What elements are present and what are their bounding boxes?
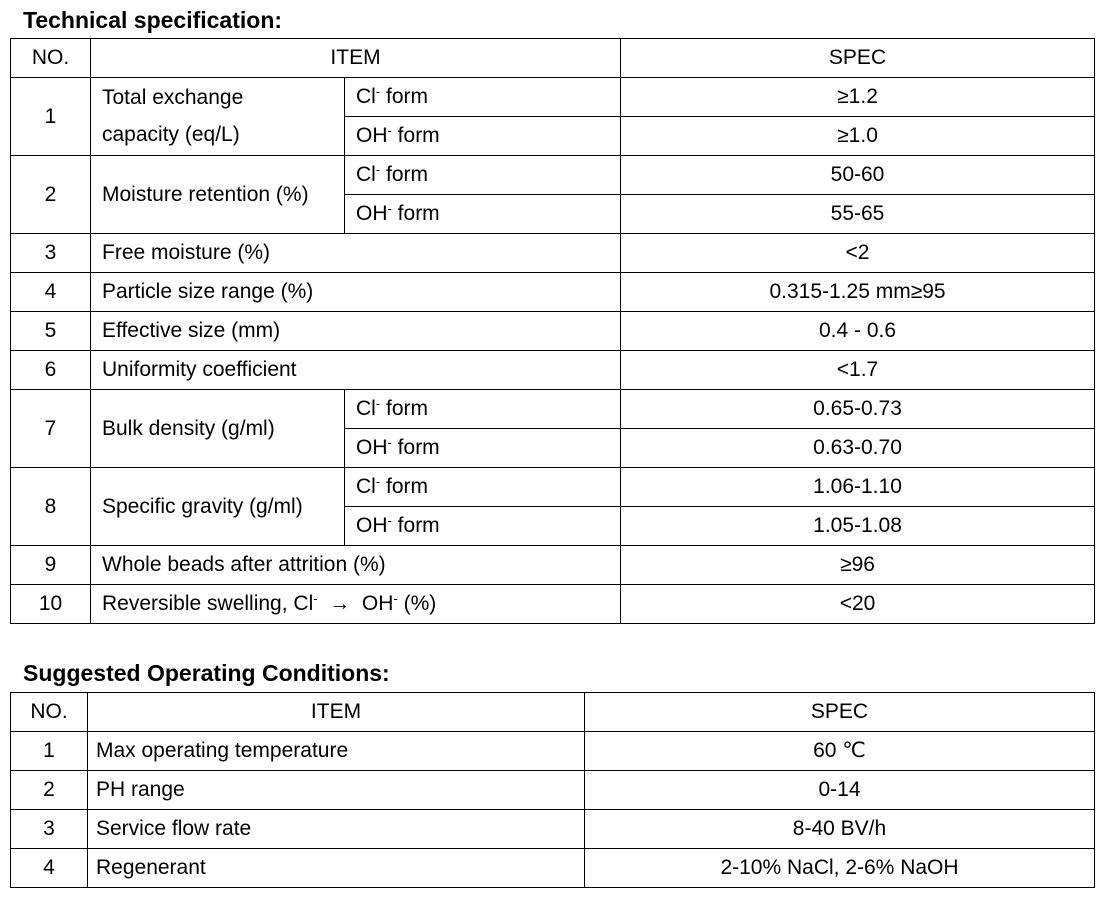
- ion: OH: [356, 124, 388, 148]
- header-item: ITEM: [88, 693, 585, 732]
- charge: -: [375, 396, 381, 412]
- row-item: Free moisture (%): [91, 234, 621, 273]
- row-spec: 1.06-1.10: [621, 468, 1095, 507]
- row-spec: ≥1.0: [621, 117, 1095, 156]
- row-item: Effective size (mm): [91, 312, 621, 351]
- form-label: form: [380, 397, 429, 421]
- ion: Cl: [356, 397, 376, 421]
- header-spec: SPEC: [621, 39, 1095, 78]
- table-row: [11, 468, 1095, 507]
- row-form: [345, 468, 621, 507]
- row-item: Uniformity coefficient: [91, 351, 621, 390]
- item-text: (%): [397, 592, 437, 616]
- form-label: form: [391, 514, 440, 538]
- row-item: Specific gravity (g/ml): [91, 468, 345, 546]
- ion: Cl: [356, 475, 376, 499]
- ion: OH: [356, 202, 388, 226]
- row-no: 1: [11, 78, 91, 156]
- charge: -: [375, 84, 381, 100]
- arrow-text: → OH: [317, 592, 394, 616]
- row-no: 2: [11, 156, 91, 234]
- row-spec: <2: [621, 234, 1095, 273]
- tech-spec-heading: Technical specification:: [23, 7, 283, 33]
- charge: -: [375, 162, 381, 178]
- row-spec: 0.315-1.25 mm≥95: [621, 273, 1095, 312]
- row-item: [91, 78, 345, 156]
- table-row: [11, 156, 1095, 195]
- row-item: Max operating temperature: [88, 732, 585, 771]
- form-label: form: [380, 85, 429, 109]
- operating-conditions-table: [10, 692, 1095, 888]
- row-spec: 2-10% NaCl, 2-6% NaOH: [585, 849, 1095, 888]
- table-row: [11, 546, 1095, 585]
- row-spec: ≥1.2: [621, 78, 1095, 117]
- form-label: form: [391, 202, 440, 226]
- header-no: NO.: [11, 693, 88, 732]
- row-spec: 1.05-1.08: [621, 507, 1095, 546]
- row-item: Service flow rate: [88, 810, 585, 849]
- header-no: NO.: [11, 39, 91, 78]
- row-spec: 50-60: [621, 156, 1095, 195]
- row-spec: 0-14: [585, 771, 1095, 810]
- charge: -: [387, 123, 392, 139]
- ion: OH: [356, 436, 388, 460]
- table-row: [11, 585, 1095, 624]
- table-row: [11, 771, 1095, 810]
- header-spec: SPEC: [585, 693, 1095, 732]
- header-item: ITEM: [91, 39, 621, 78]
- table-row: [11, 810, 1095, 849]
- row-spec: <1.7: [621, 351, 1095, 390]
- row-spec: ≥96: [621, 546, 1095, 585]
- row-item: PH range: [88, 771, 585, 810]
- row-spec: 0.65-0.73: [621, 390, 1095, 429]
- row-form: [345, 78, 621, 117]
- table-row: [11, 732, 1095, 771]
- table-row: [11, 312, 1095, 351]
- row-no: 3: [11, 234, 91, 273]
- row-item: Particle size range (%): [91, 273, 621, 312]
- form-label: form: [380, 475, 429, 499]
- table-row: [11, 234, 1095, 273]
- row-spec: 55-65: [621, 195, 1095, 234]
- row-spec: 0.63-0.70: [621, 429, 1095, 468]
- form-label: form: [380, 163, 429, 187]
- table-row: [11, 390, 1095, 429]
- table-header-row: [11, 39, 1095, 78]
- ion: Cl: [356, 163, 376, 187]
- form-label: form: [391, 124, 440, 148]
- row-no: 4: [11, 273, 91, 312]
- row-form: [345, 195, 621, 234]
- form-label: form: [391, 436, 440, 460]
- row-no: 8: [11, 468, 91, 546]
- row-item: Regenerant: [88, 849, 585, 888]
- row-form: [345, 507, 621, 546]
- charge: -: [387, 201, 392, 217]
- row-spec: 60 ℃: [585, 732, 1095, 771]
- row-item: [91, 585, 621, 624]
- item-line: Total exchange: [102, 85, 244, 109]
- ion: OH: [356, 514, 388, 538]
- operating-conditions-heading: Suggested Operating Conditions:: [23, 660, 390, 686]
- row-no: 9: [11, 546, 91, 585]
- row-item: Bulk density (g/ml): [91, 390, 345, 468]
- row-no: 5: [11, 312, 91, 351]
- row-no: 3: [11, 810, 88, 849]
- row-form: [345, 390, 621, 429]
- row-form: [345, 156, 621, 195]
- charge: -: [313, 591, 318, 607]
- ion: Cl: [356, 85, 376, 109]
- row-item: Whole beads after attrition (%): [91, 546, 621, 585]
- table-row: [11, 78, 1095, 117]
- table-header-row: [11, 693, 1095, 732]
- table-row: [11, 351, 1095, 390]
- row-spec: <20: [621, 585, 1095, 624]
- row-form: [345, 429, 621, 468]
- row-spec: 8-40 BV/h: [585, 810, 1095, 849]
- charge: -: [393, 591, 398, 607]
- row-no: 6: [11, 351, 91, 390]
- row-no: 2: [11, 771, 88, 810]
- row-no: 10: [11, 585, 91, 624]
- row-no: 7: [11, 390, 91, 468]
- tech-spec-table: [10, 38, 1095, 624]
- charge: -: [387, 435, 392, 451]
- item-line: capacity (eq/L): [102, 122, 240, 146]
- row-no: 1: [11, 732, 88, 771]
- row-item: Moisture retention (%): [91, 156, 345, 234]
- item-text: Reversible swelling, Cl: [102, 592, 314, 616]
- table-row: [11, 849, 1095, 888]
- row-form: [345, 117, 621, 156]
- charge: -: [375, 474, 381, 490]
- row-spec: 0.4 - 0.6: [621, 312, 1095, 351]
- charge: -: [387, 513, 392, 529]
- row-no: 4: [11, 849, 88, 888]
- table-row: [11, 273, 1095, 312]
